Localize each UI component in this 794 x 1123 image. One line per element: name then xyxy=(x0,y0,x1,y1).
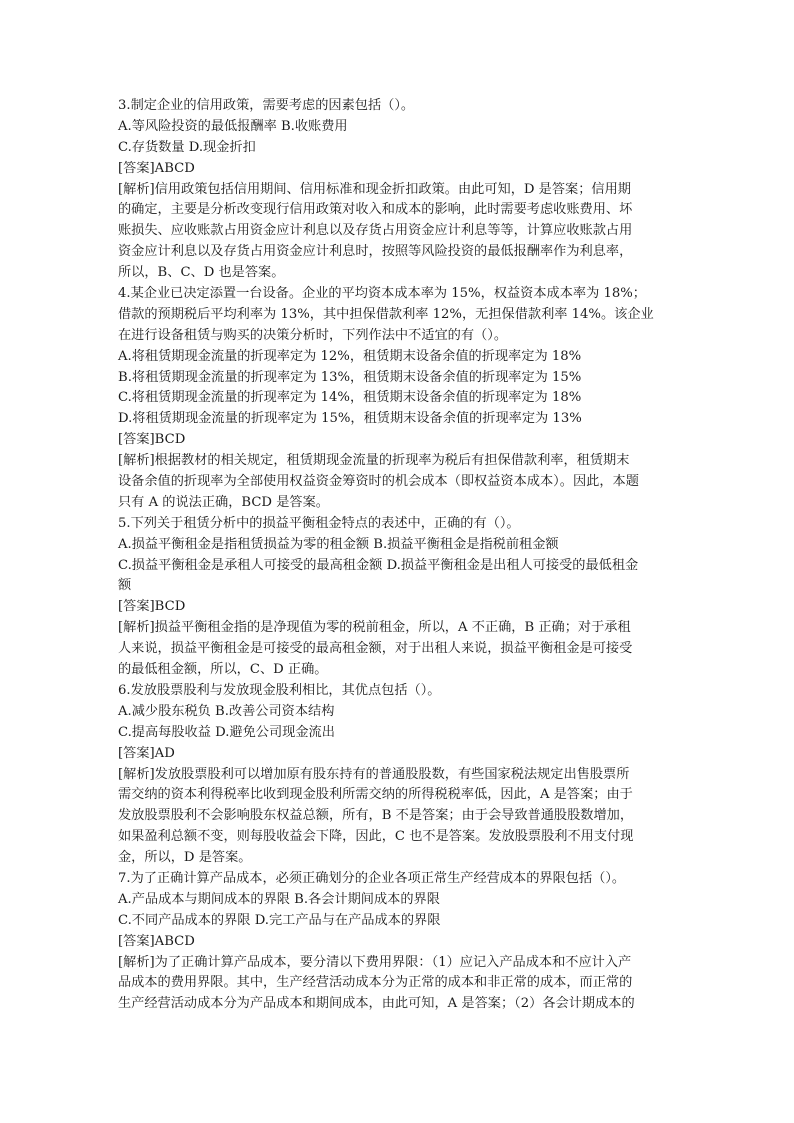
answer-line: [答案]ABCD xyxy=(118,160,195,176)
option-line: C.存货数量 D.现金折扣 xyxy=(118,139,256,155)
answer-line: [答案]BCD xyxy=(118,432,186,448)
question-7 xyxy=(118,869,678,1015)
option-line: C.不同产品成本的界限 D.完工产品与在产品成本的界限 xyxy=(118,912,441,928)
question-stem: 6.发放股票股利与发放现金股利相比，其优点包括（）。 xyxy=(118,682,441,698)
question-stem: 4.某企业已决定添置一台设备。企业的平均资本成本率为 15%，权益资本成本率为 18%； xyxy=(118,286,646,302)
analysis-line: 只有 A 的说法正确，BCD 是答案。 xyxy=(118,494,329,510)
answer-line: [答案]BCD xyxy=(118,599,186,615)
option-line: C.提高每股收益 D.避免公司现金流出 xyxy=(118,724,335,740)
analysis-line: 资金应计利息以及存货占用资金应计利息时，按照等风险投资的最低报酬率作为利息率， xyxy=(118,244,633,260)
option-line: 额 xyxy=(118,578,132,594)
option-line: A.等风险投资的最低报酬率 B.收账费用 xyxy=(118,118,348,134)
analysis-line: [解析]发放股票股利可以增加原有股东持有的普通股股数，有些国家税法规定出售股票所 xyxy=(118,766,630,782)
question-6 xyxy=(118,681,678,869)
option-line: C.将租赁期现金流量的折现率定为 14%，租赁期末设备余值的折现率定为 18% xyxy=(118,390,582,406)
analysis-line: [解析]根据教材的相关规定，租赁期现金流量的折现率为税后有担保借款利率，租赁期末 xyxy=(118,453,630,469)
option-line: A.将租赁期现金流量的折现率定为 12%，租赁期末设备余值的折现率定为 18% xyxy=(118,348,582,364)
option-line: A.减少股东税负 B.改善公司资本结构 xyxy=(118,703,335,719)
option-line: B.将租赁期现金流量的折现率定为 13%，租赁期末设备余值的折现率定为 15% xyxy=(118,369,582,385)
answer-line: [答案]AD xyxy=(118,745,175,761)
document-page xyxy=(118,96,678,1015)
question-3 xyxy=(118,96,678,284)
analysis-line: 设备余值的折现率为全部使用权益资金筹资时的机会成本（即权益资本成本）。因此，本题 xyxy=(118,474,639,490)
question-5 xyxy=(118,514,678,681)
analysis-line: 的最低租金额，所以，C、D 正确。 xyxy=(118,662,328,678)
option-line: A.损益平衡租金是指租赁损益为零的租金额 B.损益平衡租金是指税前租金额 xyxy=(118,536,559,552)
option-line: D.将租赁期现金流量的折现率定为 15%，租赁期末设备余值的折现率定为 13% xyxy=(118,411,582,427)
analysis-line: [解析]信用政策包括信用期间、信用标准和现金折扣政策。由此可知，D 是答案；信用期 xyxy=(118,181,631,197)
question-stem: 5.下列关于租赁分析中的损益平衡租金特点的表述中，正确的有（）。 xyxy=(118,515,520,531)
answer-line: [答案]ABCD xyxy=(118,933,195,949)
analysis-line: 发放股票股利不会影响股东权益总额，所有，B 不是答案；由于会导致普通股股数增加， xyxy=(118,808,634,824)
analysis-line: 的确定，主要是分析改变现行信用政策对收入和成本的影响，此时需要考虑收账费用、坏 xyxy=(118,202,633,218)
analysis-line: 金，所以，D 是答案。 xyxy=(118,850,252,866)
analysis-line: [解析]为了正确计算产品成本，要分清以下费用界限：（1）应记入产品成本和不应计入产 xyxy=(118,954,632,970)
option-line: A.产品成本与期间成本的界限 B.各会计期间成本的界限 xyxy=(118,891,440,907)
analysis-line: 需交纳的资本利得税率比收到现金股利所需交纳的所得税税率低，因此，A 是答案；由于 xyxy=(118,787,633,803)
question-stem: 3.制定企业的信用政策，需要考虑的因素包括（）。 xyxy=(118,98,415,113)
analysis-line: 账损失、应收账款占用资金应计利息以及存货占用资金应计利息等等，计算应收账款占用 xyxy=(118,223,633,239)
question-stem: 7.为了正确计算产品成本，必须正确划分的企业各项正常生产经营成本的界限包括（）。 xyxy=(118,870,626,886)
analysis-line: 生产经营活动成本分为产品成本和期间成本，由此可知，A 是答案；（2）各会计期成本的 xyxy=(118,996,635,1012)
question-stem: 借款的预期税后平均利率为 13%，其中担保借款利率 12%，无担保借款利率 14%。该企业 xyxy=(118,306,654,322)
analysis-line: 品成本的费用界限。其中，生产经营活动成本分为正常的成本和非正常的成本，而正常的 xyxy=(118,975,633,991)
analysis-line: 人来说，损益平衡租金是可接受的最高租金额，对于出租人来说，损益平衡租金是可接受 xyxy=(118,641,633,657)
analysis-line: 所以，B、C、D 也是答案。 xyxy=(118,265,285,281)
analysis-line: 如果盈利总额不变，则每股收益会下降，因此，C 也不是答案。发放股票股利不用支付现 xyxy=(118,829,634,845)
question-4 xyxy=(118,284,678,514)
question-stem: 在进行设备租赁与购买的决策分析时，下列作法中不适宜的有（）。 xyxy=(118,327,508,343)
analysis-line: [解析]损益平衡租金指的是净现值为零的税前租金，所以，A 不正确，B 正确；对于承租 xyxy=(118,620,631,636)
option-line: C.损益平衡租金是承租人可接受的最高租金额 D.损益平衡租金是出租人可接受的最低租金 xyxy=(118,557,639,573)
